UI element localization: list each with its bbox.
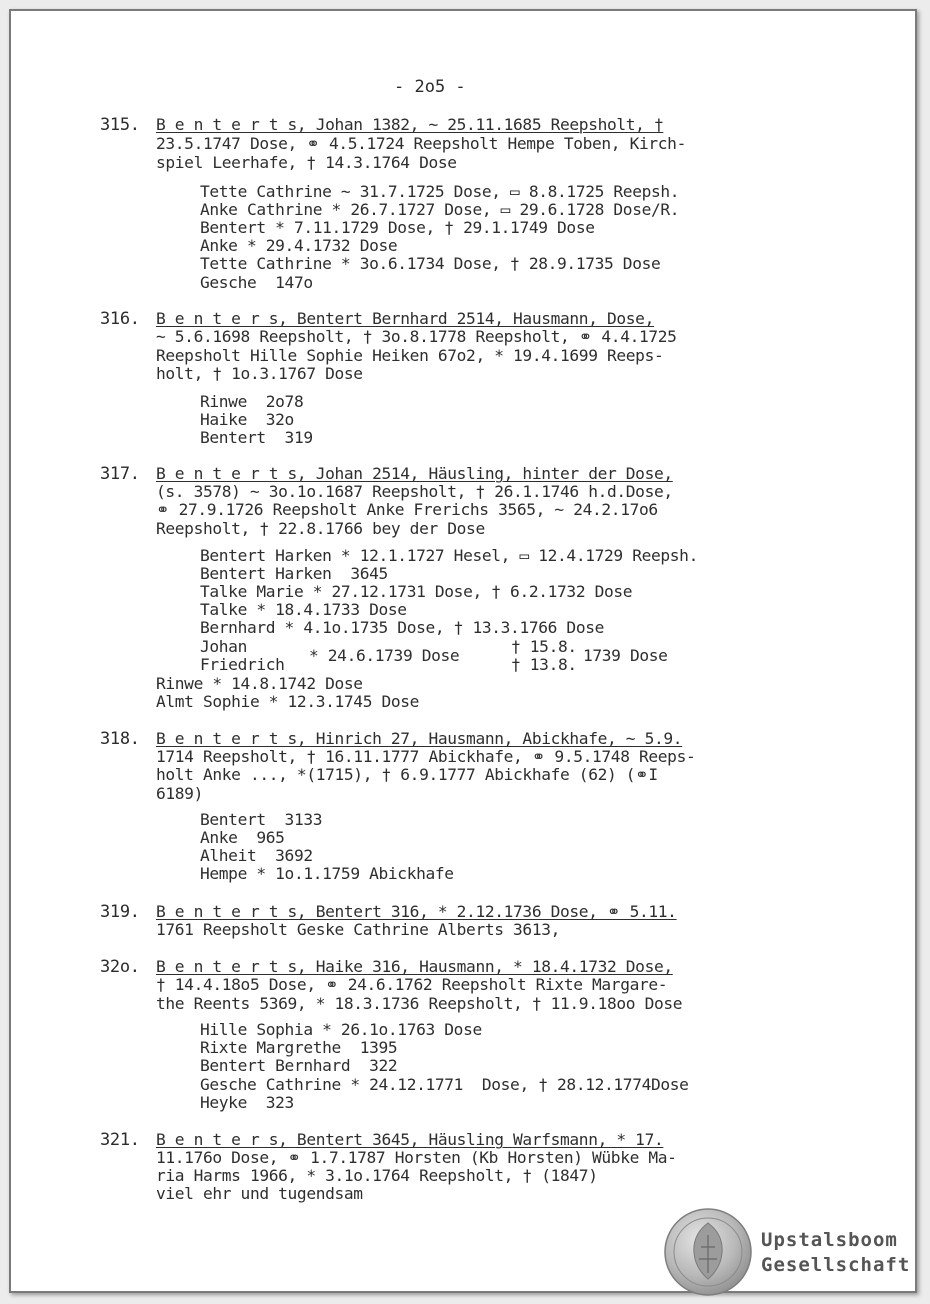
- child-line: Bentert * 7.11.1729 Dose, † 29.1.1749 Dose: [200, 218, 595, 237]
- entry-line: (s. 3578) ~ 3o.1o.1687 Reepsholt, † 26.1.1746 h.d.Dose,: [156, 482, 673, 501]
- child-line: Gesche Cathrine * 24.12.1771 Dose, † 28.12.1774Dose: [200, 1075, 689, 1094]
- entry-line: ~ 5.6.1698 Reepsholt, † 3o.8.1778 Reepsholt, ⚭ 4.4.1725: [156, 327, 677, 346]
- entry-line: holt Anke ..., *(1715), † 6.9.1777 Abickhafe (62) (⚭I: [156, 765, 658, 784]
- entry-line: the Reents 5369, * 18.3.1736 Reepsholt, † 11.9.18oo Dose: [156, 994, 683, 1013]
- child-line: Bernhard * 4.1o.1735 Dose, † 13.3.1766 Dose: [200, 618, 605, 637]
- entry-number: 319.: [100, 902, 140, 922]
- child-line: Rinwe * 14.8.1742 Dose: [156, 674, 363, 693]
- brand-name-line-2: Gesellschaft: [761, 1254, 911, 1276]
- child-line: Almt Sophie * 12.3.1745 Dose: [156, 692, 420, 711]
- entry-number: 316.: [100, 309, 140, 329]
- brand-name-line-1: Upstalsboom: [761, 1229, 898, 1251]
- entry-number: 321.: [100, 1130, 140, 1150]
- child-line: Bentert 319: [200, 428, 313, 447]
- entry-line: 1761 Reepsholt Geske Cathrine Alberts 3613,: [156, 920, 561, 939]
- child-line: Rinwe 2o78: [200, 392, 304, 411]
- page-number: - 2o5 -: [394, 77, 466, 97]
- child-line: Bentert 3133: [200, 810, 323, 829]
- entry-number: 315.: [100, 115, 140, 135]
- child-line: Haike 32o: [200, 410, 294, 429]
- entry-line: B e n t e r t s, Johan 2514, Häusling, hinter der Dose,: [156, 464, 673, 483]
- entry-line: B e n t e r s, Bentert 3645, Häusling Warfsmann, * 17.: [156, 1130, 664, 1149]
- entry-line: 23.5.1747 Dose, ⚭ 4.5.1724 Reepsholt Hempe Toben, Kirch-: [156, 134, 686, 153]
- child-line: Rixte Margrethe 1395: [200, 1038, 398, 1057]
- entry-line: spiel Leerhafe, † 14.3.1764 Dose: [156, 153, 457, 172]
- child-line: Hille Sophia * 26.1o.1763 Dose: [200, 1020, 482, 1039]
- entry-line: B e n t e r t s, Hinrich 27, Hausmann, Abickhafe, ~ 5.9.: [156, 729, 683, 748]
- child-line: Heyke 323: [200, 1093, 294, 1112]
- entry-line: B e n t e r s, Bentert Bernhard 2514, Hausmann, Dose,: [156, 309, 654, 328]
- entry-number: 32o.: [100, 957, 140, 977]
- entry-line: Reepsholt, † 22.8.1766 bey der Dose: [156, 519, 485, 538]
- entry-line: 1714 Reepsholt, † 16.11.1777 Abickhafe, ⚭ 9.5.1748 Reeps-: [156, 747, 696, 766]
- document-page: [9, 9, 917, 1293]
- entry-line: † 14.4.18o5 Dose, ⚭ 24.6.1762 Reepsholt Rixte Margare-: [156, 975, 668, 994]
- child-line: Alheit 3692: [200, 846, 313, 865]
- child-line: Bentert Harken 3645: [200, 564, 388, 583]
- child-line: Talke Marie * 27.12.1731 Dose, † 6.2.1732 Dose: [200, 582, 633, 601]
- child-line: Bentert Harken * 12.1.1727 Hesel, ▭ 12.4.1729 Reepsh.: [200, 546, 698, 565]
- twin-death-tail: 1739 Dose: [583, 646, 668, 665]
- twin-name-1: Johan: [200, 637, 247, 656]
- entry-line: holt, † 1o.3.1767 Dose: [156, 364, 363, 383]
- entry-line: 11.176o Dose, ⚭ 1.7.1787 Horsten (Kb Horsten) Wübke Ma-: [156, 1148, 677, 1167]
- twin-death-1: † 15.8.: [511, 637, 577, 656]
- twin-name-2: Friedrich: [200, 655, 285, 674]
- child-line: Talke * 18.4.1733 Dose: [200, 600, 407, 619]
- entry-line: 6189): [156, 784, 203, 803]
- child-line: Anke 965: [200, 828, 285, 847]
- seal-icon: [663, 1207, 753, 1297]
- entry-line: ⚭ 27.9.1726 Reepsholt Anke Frerichs 3565, ~ 24.2.17o6: [156, 500, 658, 519]
- twin-death-2: † 13.8.: [511, 655, 577, 674]
- twin-birth: * 24.6.1739 Dose: [309, 646, 460, 665]
- child-line: Tette Cathrine ~ 31.7.1725 Dose, ▭ 8.8.1725 Reepsh.: [200, 182, 680, 201]
- child-line: Gesche 147o: [200, 273, 313, 292]
- entry-line: viel ehr und tugendsam: [156, 1184, 363, 1203]
- child-line: Anke Cathrine * 26.7.1727 Dose, ▭ 29.6.1728 Dose/R.: [200, 200, 680, 219]
- child-line: Tette Cathrine * 3o.6.1734 Dose, † 28.9.1735 Dose: [200, 254, 661, 273]
- entry-line: Reepsholt Hille Sophie Heiken 67o2, * 19.4.1699 Reeps-: [156, 346, 664, 365]
- child-line: Hempe * 1o.1.1759 Abickhafe: [200, 864, 454, 883]
- entry-line: ria Harms 1966, * 3.1o.1764 Reepsholt, † (1847): [156, 1166, 598, 1185]
- entry-line: B e n t e r t s, Bentert 316, * 2.12.1736 Dose, ⚭ 5.11.: [156, 902, 677, 921]
- entry-number: 318.: [100, 729, 140, 749]
- entry-line: B e n t e r t s, Johan 1382, ~ 25.11.1685 Reepsholt, †: [156, 115, 664, 134]
- child-line: Anke * 29.4.1732 Dose: [200, 236, 398, 255]
- child-line: Bentert Bernhard 322: [200, 1056, 398, 1075]
- entry-number: 317.: [100, 464, 140, 484]
- entry-line: B e n t e r t s, Haike 316, Hausmann, * 18.4.1732 Dose,: [156, 957, 673, 976]
